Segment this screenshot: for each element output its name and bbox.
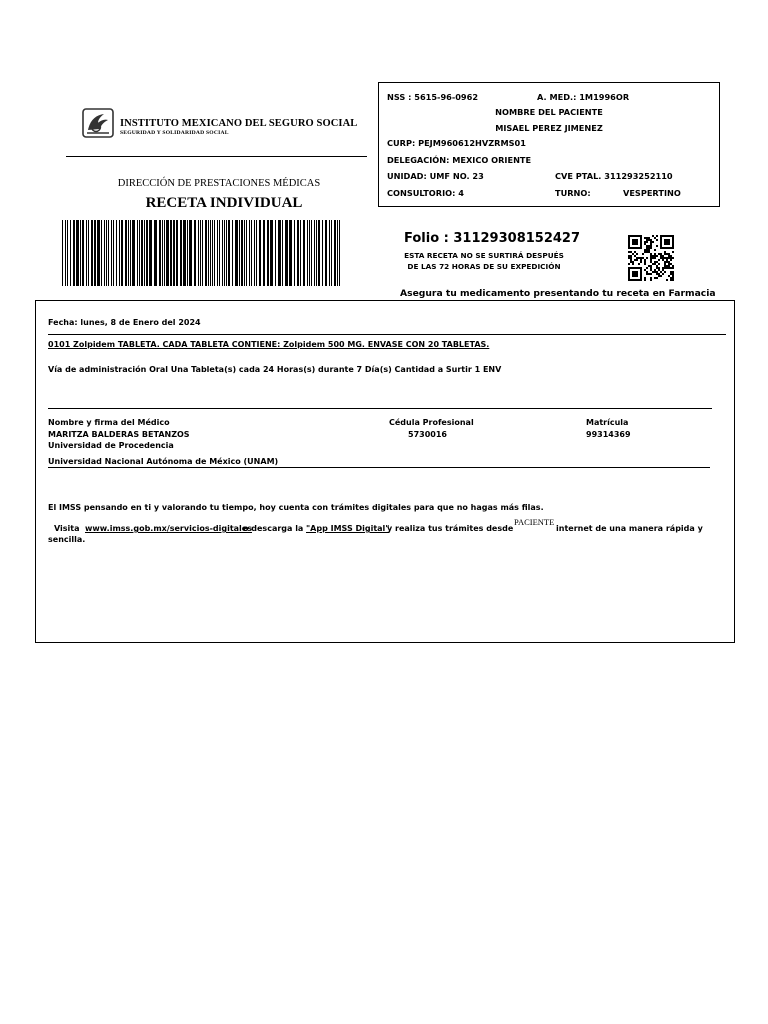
page-title: RECETA INDIVIDUAL [145,195,303,211]
delegacion: DELEGACIÓN: MEXICO ORIENTE [387,155,532,165]
imss-services-link[interactable]: www.imss.gob.mx/servicios-digitales [85,524,252,533]
cve-ptal: CVE PTAL. 311293252110 [555,171,673,181]
imss-eagle-logo-icon [82,108,114,138]
cedula-value: 5730016 [408,430,447,439]
unidad: UNIDAD: UMF NO. 23 [387,171,484,181]
turno-label: TURNO: [555,188,591,198]
matricula-value: 99314369 [586,430,631,439]
asegura-notice: Asegura tu medicamento presentando tu receta en Farmacia [400,288,716,299]
doctor-name: MARITZA BALDERAS BETANZOS [48,430,190,439]
patient-name: MISAEL PEREZ JIMENEZ [495,123,603,133]
cedula-label: Cédula Profesional [389,418,474,427]
a-med: A. MED.: 1M1996OR [537,92,630,102]
dosage-instructions: Vía de administración Oral Una Tableta(s) cada 24 Horas(s) durante 7 Día(s) Cantidad a Surtir 1 ENV [48,365,502,374]
curp: CURP: PEJM960612HVZRMS01 [387,138,526,148]
patient-name-heading: NOMBRE DEL PACIENTE [495,107,603,117]
university-name: Universidad Nacional Autónoma de México (UNAM) [48,457,279,466]
nss: NSS : 5615-96-0962 [387,92,479,102]
folio-note-line1: ESTA RECETA NO SE SURTIRÁ DESPUÉS [404,251,564,260]
university-label: Universidad de Procedencia [48,441,174,450]
fecha: Fecha: lunes, 8 de Enero del 2024 [48,318,201,327]
divider-doctor [48,408,712,409]
folio-number: Folio : 31129308152427 [404,231,581,246]
digital-services-notice: El IMSS pensando en ti y valorando tu tiempo, hoy cuenta con trámites digitales para que no hagas más filas. [48,503,544,512]
app-imss-digital-link[interactable]: "App IMSS Digital" [306,524,390,533]
qr-code-icon [628,235,674,281]
divider-university [48,467,710,468]
visit-text: Visita [54,524,80,533]
sencilla-text: sencilla. [48,535,86,544]
turno-value: VESPERTINO [623,188,681,198]
patient-info-box [378,82,720,207]
matricula-label: Matrícula [586,418,629,427]
institution-name: INSTITUTO MEXICANO DEL SEGURO SOCIAL [120,118,358,129]
tramites-text: y realiza tus trámites desde [387,524,514,533]
prescription-box [35,300,735,643]
download-text: o descarga la [243,524,304,533]
folio-note [404,251,564,272]
medication-description: 0101 Zolpidem TABLETA. CADA TABLETA CONTIENE: Zolpidem 500 MG. ENVASE CON 20 TABLETAS. [48,340,490,349]
header-divider [66,156,367,157]
folio-note-line2: DE LAS 72 HORAS DE SU EXPEDICIÓN [407,261,561,271]
divider-fecha [48,334,726,335]
barcode-icon [60,220,342,286]
internet-text: internet de una manera rápida y [556,524,703,533]
direccion-heading: DIRECCIÓN DE PRESTACIONES MÉDICAS [117,178,321,189]
institution-tagline: SEGURIDAD Y SOLIDARIDAD SOCIAL [120,130,229,136]
consultorio: CONSULTORIO: 4 [387,188,464,198]
doctor-name-label: Nombre y firma del Médico [48,418,170,427]
paciente-tag: PACIENTE [514,517,555,527]
